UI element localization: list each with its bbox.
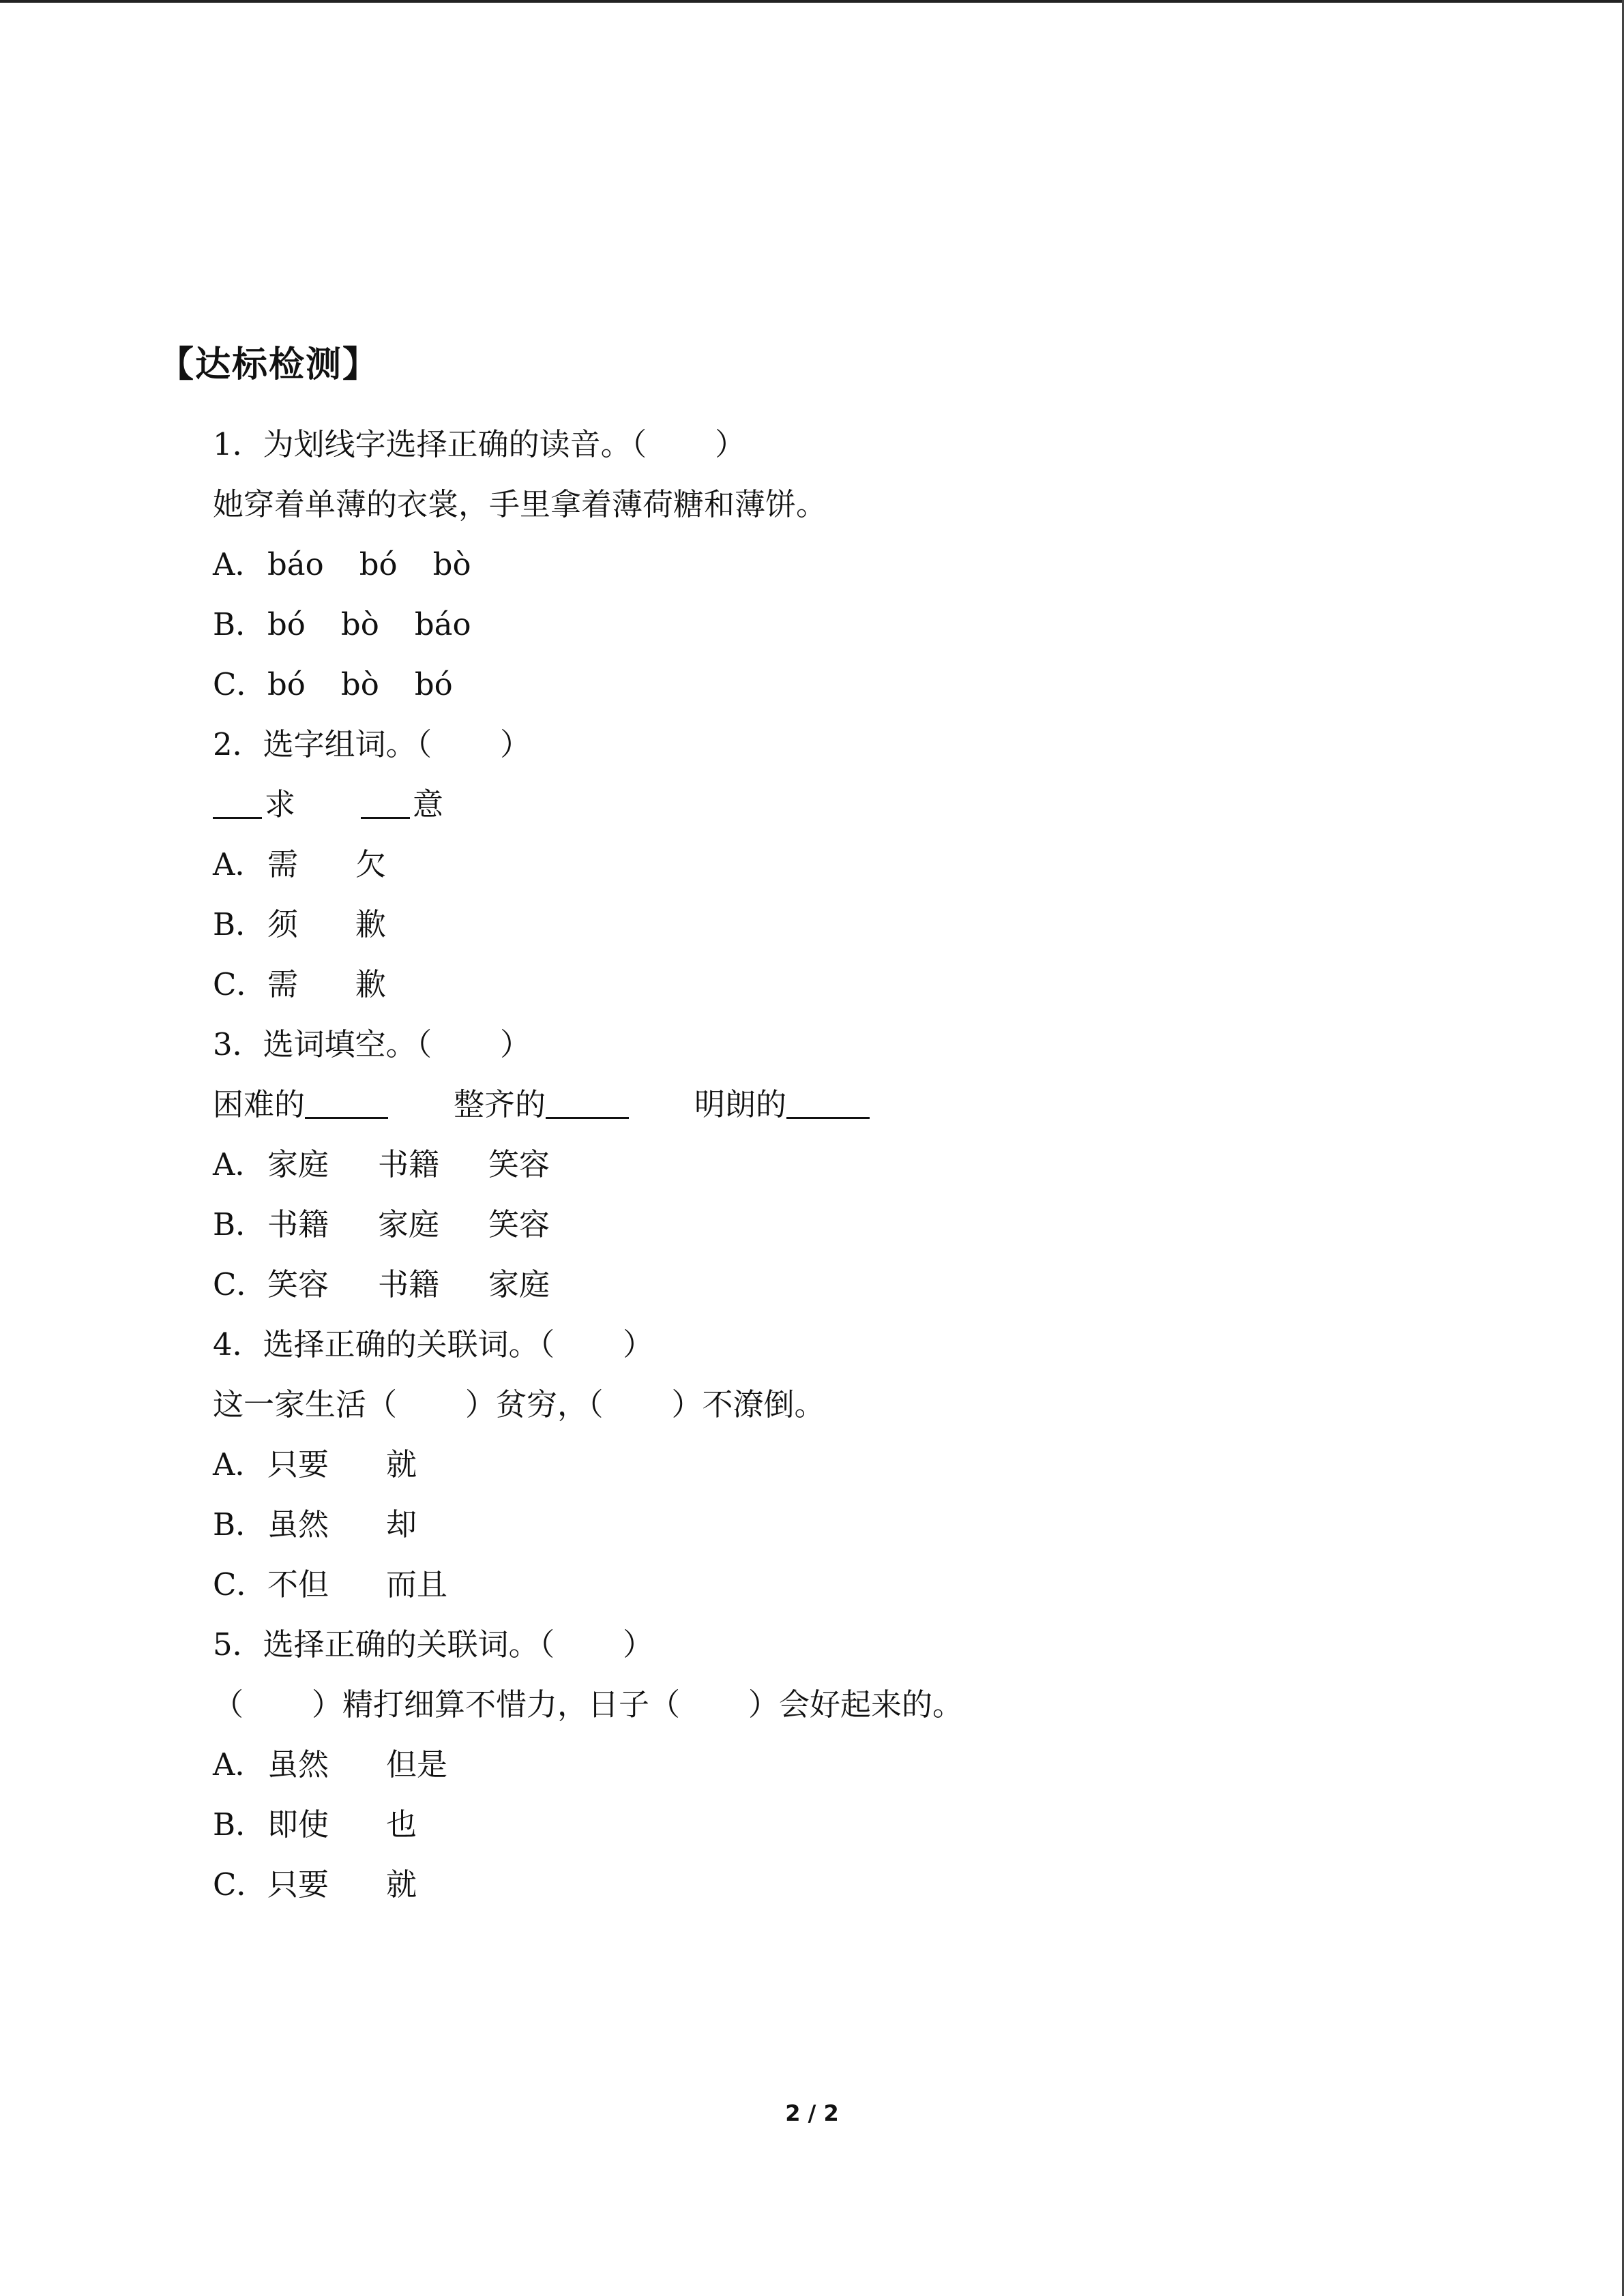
answer-parentheses [397,1375,465,1435]
option-item: 家庭 [488,1266,550,1302]
page-number: 2 / 2 [785,2100,839,2126]
question-2-stem [213,715,1563,775]
question-1-stem [213,415,1563,475]
questions [213,415,1563,1915]
answer-parentheses [243,1675,312,1735]
option-item: 书籍 [378,1266,440,1302]
text-segment: 这一家生活（ [213,1386,398,1422]
top-border [0,0,1624,3]
option-letter: C． [213,1866,267,1903]
option-item: bò [432,546,471,582]
text-segment: 1．为划线字选择正确的读音。（ [213,426,647,462]
option-letter: B． [213,1506,267,1542]
question-3-option-b [213,1195,1563,1255]
answer-parentheses: ） [500,1026,531,1062]
option-item: bó [414,666,453,702]
question-1-sentence: 她穿着单薄的衣裳，手里拿着薄荷糖和薄饼。 [213,486,827,522]
text-segment: （ [213,1686,244,1723]
question-3-blanks [213,1075,1563,1135]
option-item: 不但 [267,1566,329,1602]
option-letter: B． [213,1206,267,1242]
answer-blank [213,783,262,819]
option-item: 家庭 [267,1146,329,1182]
question-1-option-a [213,535,1563,595]
question-5-option-b [213,1795,1563,1855]
answer-blank [361,783,410,819]
answer-parentheses: ） [623,1626,654,1663]
question-5-option-c [213,1855,1563,1915]
question-5-sentence [213,1675,1563,1735]
option-item: bó [359,546,398,582]
option-item: bò [340,666,379,702]
text-segment: 4．选择正确的关联词。（ [213,1326,555,1362]
question-4-sentence [213,1375,1563,1435]
option-item: bó [267,666,306,702]
text-segment: ）贫穷，（ [465,1386,604,1422]
option-item: 笑容 [488,1146,550,1182]
option-item: 欠 [355,846,387,882]
option-item: báo [414,606,471,642]
question-3-option-a [213,1135,1563,1195]
question-1-option-b [213,595,1563,655]
option-item: 也 [386,1806,417,1843]
option-item: 笑容 [267,1266,329,1302]
text-segment: 求 [213,775,295,835]
option-letter: A． [213,546,266,582]
question-4-option-b [213,1495,1563,1555]
text-segment: 明朗的 [694,1086,787,1122]
option-item: 书籍 [378,1146,440,1182]
answer-parentheses: ） [500,726,531,762]
question-4-option-a [213,1435,1563,1495]
option-letter: B． [213,906,267,942]
option-item: 歉 [355,906,387,942]
question-2-option-c [213,955,1563,1015]
option-item: 需 [267,966,299,1002]
answer-parentheses: ） [715,426,746,462]
option-item: bò [340,606,379,642]
option-item: 但是 [386,1746,448,1783]
text-segment: ）精打细算不惜力，日子（ [312,1686,681,1723]
question-2-blanks [213,775,1563,835]
option-letter: A． [213,1146,266,1182]
option-letter: A． [213,846,266,882]
option-letter: C． [213,966,267,1002]
text-segment: ）会好起来的。 [748,1686,964,1723]
option-item: 就 [386,1446,417,1482]
option-letter: B． [213,1806,267,1843]
text-segment: 困难的 [213,1086,306,1122]
answer-parentheses [680,1675,748,1735]
question-4-stem [213,1315,1563,1375]
answer-parentheses [604,1375,672,1435]
option-letter: B． [213,606,267,642]
text-segment: 3．选词填空。（ [213,1026,432,1062]
text-segment: ）不潦倒。 [671,1386,825,1422]
question-1-option-c [213,655,1563,715]
option-item: 虽然 [267,1506,329,1542]
text-segment: 5．选择正确的关联词。（ [213,1626,555,1663]
option-item: 就 [386,1866,417,1903]
option-letter: C． [213,1566,267,1602]
answer-blank [305,1083,388,1119]
option-letter: C． [213,666,267,702]
option-item: 书籍 [267,1206,329,1242]
question-2-option-b [213,895,1563,955]
answer-blank [786,1083,870,1119]
section-title: 【达标检测】 [158,344,380,385]
option-item: 虽然 [267,1746,329,1783]
question-3-option-c [213,1255,1563,1315]
option-item: 却 [386,1506,417,1542]
option-letter: A． [213,1746,266,1783]
text-segment: 意 [361,775,443,835]
question-5-option-a [213,1735,1563,1795]
option-item: 只要 [267,1446,329,1482]
option-item: 需 [267,846,299,882]
question-4-option-c [213,1555,1563,1615]
answer-blank [546,1083,629,1119]
option-item: bó [267,606,306,642]
option-item: 即使 [267,1806,329,1843]
text-segment: 2．选字组词。（ [213,726,432,762]
question-2-option-a [213,835,1563,895]
answer-parentheses: ） [623,1326,654,1362]
option-letter: C． [213,1266,267,1302]
question-5-stem [213,1615,1563,1675]
option-item: 而且 [386,1566,448,1602]
question-3-stem [213,1015,1563,1075]
text-segment: 整齐的 [454,1086,546,1122]
option-letter: A． [213,1446,266,1482]
option-item: 只要 [267,1866,329,1903]
option-item: 须 [267,906,299,942]
option-item: 家庭 [378,1206,440,1242]
option-item: 歉 [355,966,387,1002]
option-item: báo [267,546,324,582]
option-item: 笑容 [488,1206,550,1242]
